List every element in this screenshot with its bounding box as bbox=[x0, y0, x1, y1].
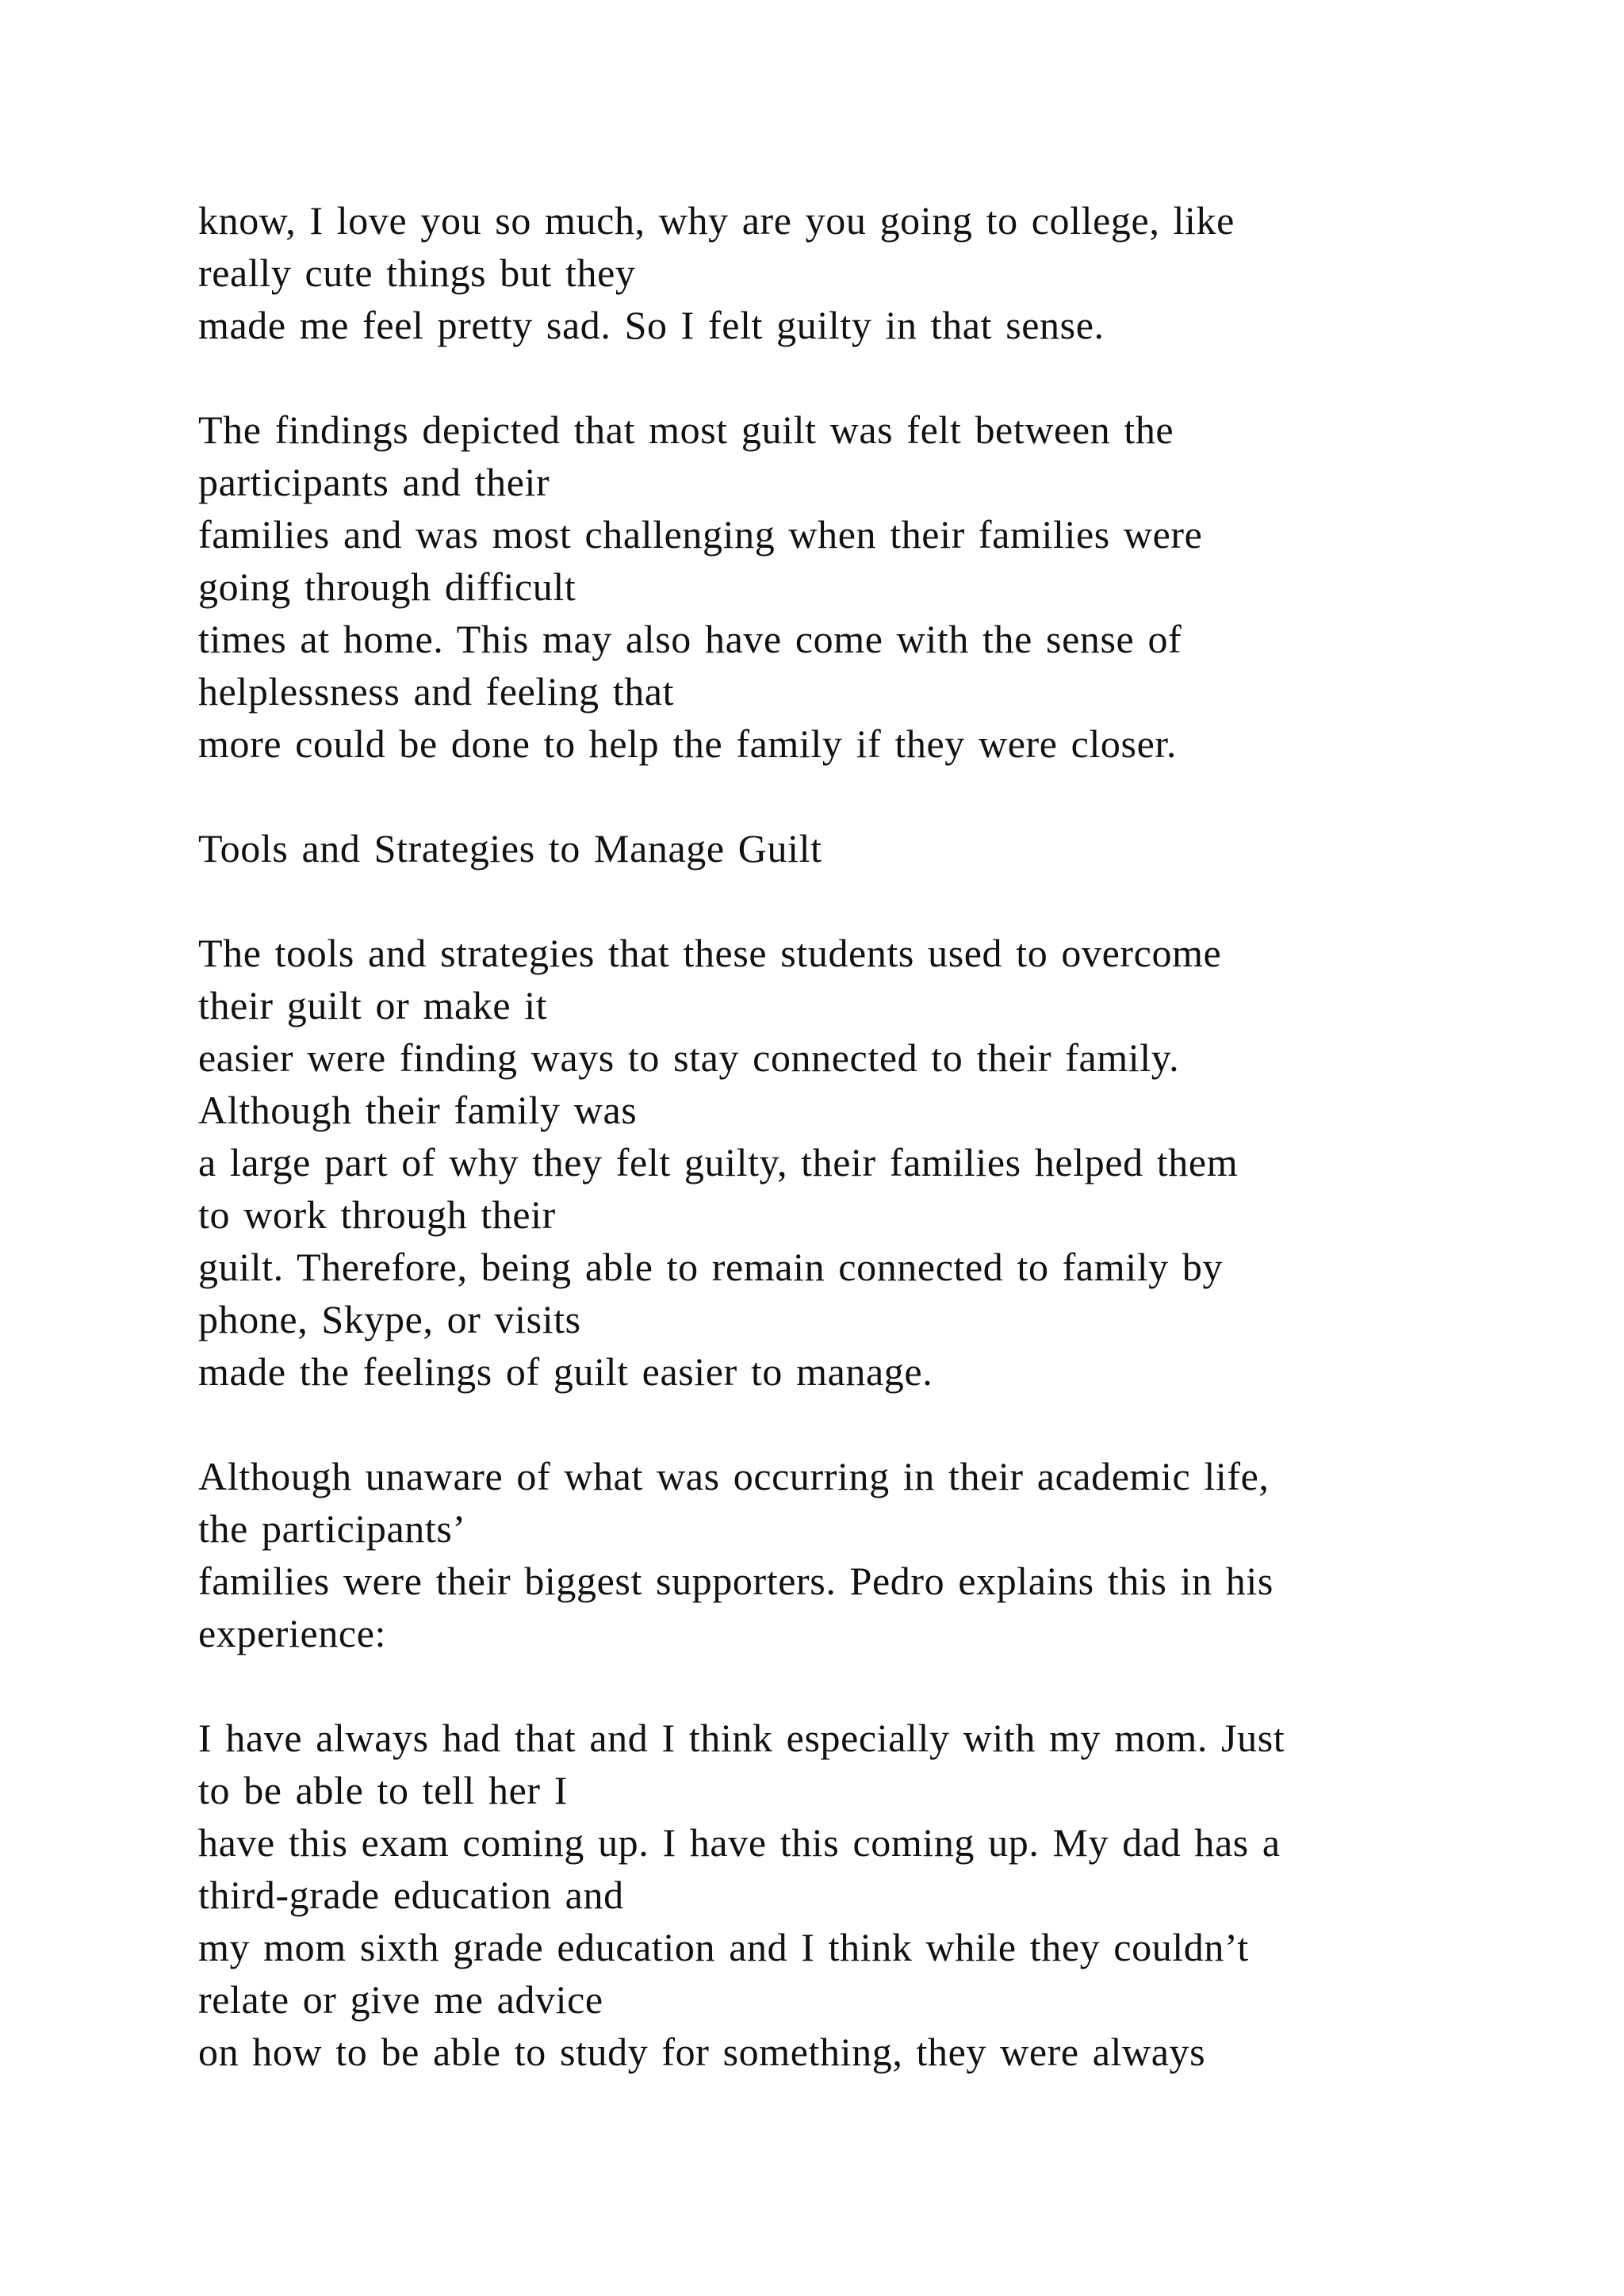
text-line: to work through their bbox=[198, 1192, 556, 1237]
paragraph-4 bbox=[198, 1450, 1499, 1659]
text-line: guilt. Therefore, being able to remain connected to family by bbox=[198, 1245, 1224, 1289]
text-line: The findings depicted that most guilt was felt between the bbox=[198, 408, 1174, 452]
text-line: more could be done to help the family if they were closer. bbox=[198, 721, 1177, 766]
text-line: Although their family was bbox=[198, 1088, 638, 1132]
text-line: participants and their bbox=[198, 460, 550, 504]
text-line: made me feel pretty sad. So I felt guilty in that sense. bbox=[198, 303, 1105, 347]
text-line: experience: bbox=[198, 1611, 386, 1655]
text-line: really cute things but they bbox=[198, 251, 636, 295]
paragraph-1 bbox=[198, 194, 1499, 351]
text-line: third-grade education and bbox=[198, 1873, 624, 1917]
text-line: families were their biggest supporters. Pedro explains this in his bbox=[198, 1559, 1274, 1603]
document-body bbox=[198, 194, 1499, 2130]
text-line: to be able to tell her I bbox=[198, 1768, 569, 1812]
text-line: times at home. This may also have come with the sense of bbox=[198, 617, 1182, 661]
paragraph-3 bbox=[198, 927, 1499, 1398]
text-line: I have always had that and I think especially with my mom. Just bbox=[198, 1716, 1285, 1760]
text-line: Although unaware of what was occurring in their academic life, bbox=[198, 1454, 1270, 1498]
section-heading bbox=[198, 822, 1499, 874]
text-line: on how to be able to study for something, they were always bbox=[198, 2030, 1206, 2074]
text-line: my mom sixth grade education and I think while they couldn’t bbox=[198, 1925, 1249, 1969]
text-line: helplessness and feeling that bbox=[198, 669, 675, 714]
text-line: made the feelings of guilt easier to manage. bbox=[198, 1349, 933, 1394]
text-line: phone, Skype, or visits bbox=[198, 1297, 581, 1341]
text-line: know, I love you so much, why are you going to college, like bbox=[198, 198, 1235, 243]
text-line: a large part of why they felt guilty, their families helped them bbox=[198, 1140, 1239, 1184]
text-line: families and was most challenging when their families were bbox=[198, 512, 1203, 557]
text-line: going through difficult bbox=[198, 564, 576, 609]
text-line: The tools and strategies that these students used to overcome bbox=[198, 931, 1222, 975]
paragraph-2 bbox=[198, 404, 1499, 770]
paragraph-5-quote bbox=[198, 1712, 1499, 2078]
text-line: have this exam coming up. I have this coming up. My dad has a bbox=[198, 1820, 1281, 1865]
text-line: the participants’ bbox=[198, 1506, 466, 1551]
heading-line: Tools and Strategies to Manage Guilt bbox=[198, 826, 822, 871]
text-line: relate or give me advice bbox=[198, 1977, 603, 2022]
text-line: easier were finding ways to stay connected to their family. bbox=[198, 1035, 1180, 1080]
text-line: their guilt or make it bbox=[198, 983, 548, 1027]
